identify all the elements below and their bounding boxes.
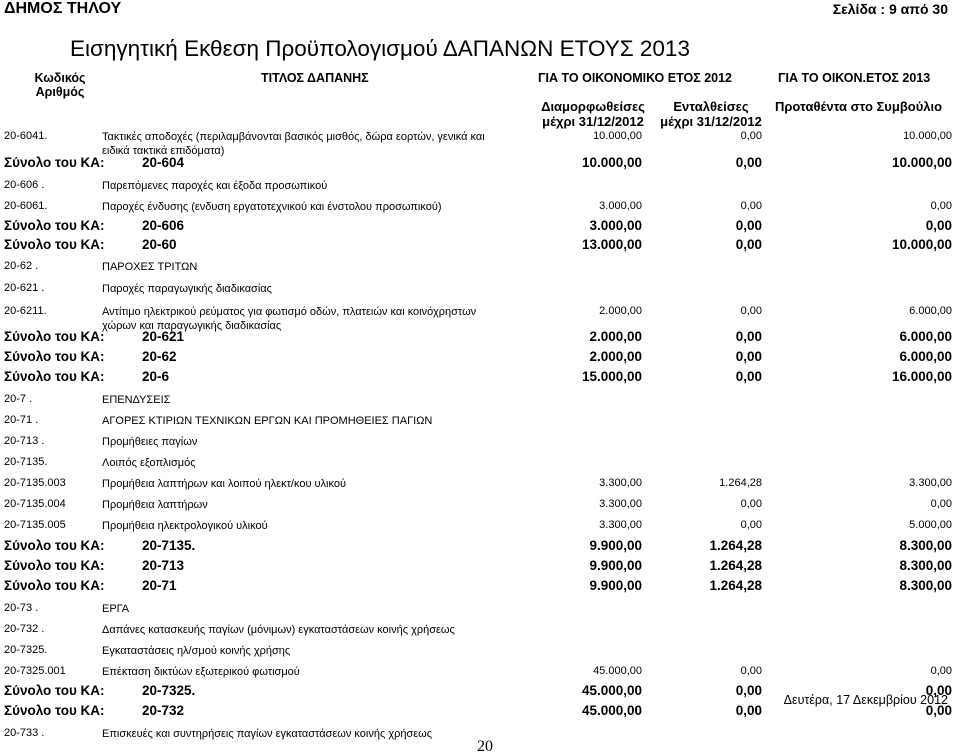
row-description: Προμήθεια λαπτήρων και λοιπού ηλεκτ/κου υλικού bbox=[102, 478, 346, 490]
total-code: 20-62 bbox=[142, 349, 177, 364]
row-code: 20-6041. bbox=[4, 130, 48, 142]
total-code: 20-7325. bbox=[142, 683, 196, 698]
total-amended: 10.000,00 bbox=[581, 155, 642, 170]
row-amended: 45.000,00 bbox=[593, 665, 642, 677]
row-description: Τακτικές αποδοχές (περιλαμβάνονται βασικός μισθός, δώρα εορτών, γενικά και ειδικά τακτικά επιδόματα) bbox=[102, 131, 485, 157]
total-proposed: 16.000,00 bbox=[891, 369, 952, 384]
total-code: 20-60 bbox=[142, 237, 177, 252]
row-description: Προμήθεια λαπτήρων bbox=[102, 499, 208, 511]
total-proposed: 6.000,00 bbox=[899, 349, 952, 364]
col-code-label: Κωδικός bbox=[34, 71, 86, 85]
row-description: Αντίτιμο ηλεκτρικού ρεύματος για φωτισμό οδών, πλατειών και κοινόχρηστων χώρων και παραγωγικής διαδικασίας bbox=[102, 306, 477, 332]
total-code: 20-6 bbox=[142, 369, 170, 384]
col-amended-label-2: μέχρι 31/12/2012 bbox=[542, 114, 644, 129]
total-label: Σύνολο του ΚΑ: bbox=[4, 538, 105, 553]
total-certified: 0,00 bbox=[735, 329, 762, 344]
total-code: 20-713 bbox=[142, 558, 185, 573]
total-proposed: 0,00 bbox=[925, 683, 952, 698]
row-description: Επισκευές και συντηρήσεις παγίων εγκαταστάσεων κοινής χρήσεως bbox=[102, 728, 433, 740]
row-code: 20-7135.003 bbox=[4, 477, 66, 489]
total-certified: 0,00 bbox=[735, 237, 762, 252]
row-code: 20-7325.001 bbox=[4, 665, 66, 677]
col-fy2012-label: ΓΙΑ ΤΟ ΟΙΚΟΝΟΜΙΚΟ ΕΤΟΣ 2012 bbox=[538, 71, 733, 85]
row-code: 20-7325. bbox=[4, 644, 48, 656]
row-certified: 0,00 bbox=[740, 665, 762, 677]
row-code: 20-71 . bbox=[4, 414, 39, 426]
row-code: 20-621 . bbox=[4, 282, 45, 294]
row-certified: 1.264,28 bbox=[719, 477, 762, 489]
total-amended: 9.900,00 bbox=[589, 578, 642, 593]
total-certified: 0,00 bbox=[735, 683, 762, 698]
row-code: 20-606 . bbox=[4, 179, 45, 191]
total-amended: 3.000,00 bbox=[589, 218, 642, 233]
total-label: Σύνολο του ΚΑ: bbox=[4, 349, 105, 364]
col-proposed-label: Προταθέντα στο Συμβούλιο bbox=[775, 99, 943, 114]
row-code: 20-7135.004 bbox=[4, 498, 66, 510]
row-description: ΠΑΡΟΧΕΣ ΤΡΙΤΩΝ bbox=[102, 261, 198, 273]
total-amended: 9.900,00 bbox=[589, 558, 642, 573]
row-code: 20-7135. bbox=[4, 456, 48, 468]
total-proposed: 0,00 bbox=[925, 218, 952, 233]
total-proposed: 8.300,00 bbox=[899, 538, 952, 553]
col-code-label-2: Αριθμός bbox=[35, 85, 85, 99]
row-code: 20-6061. bbox=[4, 200, 48, 212]
total-proposed: 8.300,00 bbox=[899, 578, 952, 593]
row-code: 20-732 . bbox=[4, 623, 45, 635]
row-code: 20-73 . bbox=[4, 602, 39, 614]
page-indicator: Σελίδα : 9 από 30 bbox=[832, 1, 948, 17]
total-label: Σύνολο του ΚΑ: bbox=[4, 155, 105, 170]
row-description: Προμήθεια ηλεκτρολογικού υλικού bbox=[102, 520, 268, 532]
row-amended: 10.000,00 bbox=[593, 130, 642, 142]
row-amended: 3.300,00 bbox=[599, 477, 642, 489]
col-title-label: ΤΙΤΛΟΣ ΔΑΠΑΝΗΣ bbox=[261, 71, 369, 85]
row-code: 20-713 . bbox=[4, 435, 45, 447]
total-code: 20-606 bbox=[142, 218, 185, 233]
total-label: Σύνολο του ΚΑ: bbox=[4, 218, 105, 233]
total-certified: 1.264,28 bbox=[709, 558, 762, 573]
total-certified: 0,00 bbox=[735, 155, 762, 170]
total-proposed: 8.300,00 bbox=[899, 558, 952, 573]
row-certified: 0,00 bbox=[740, 130, 762, 142]
row-description: ΕΠΕΝΔΥΣΕΙΣ bbox=[102, 394, 171, 406]
total-amended: 45.000,00 bbox=[581, 703, 642, 718]
total-certified: 1.264,28 bbox=[709, 578, 762, 593]
total-label: Σύνολο του ΚΑ: bbox=[4, 329, 105, 344]
row-description: Λοιπός εξοπλισμός bbox=[102, 457, 196, 469]
row-description: ΕΡΓΑ bbox=[102, 603, 130, 615]
total-amended: 15.000,00 bbox=[581, 369, 642, 384]
total-amended: 2.000,00 bbox=[589, 329, 642, 344]
row-description: Παροχές ένδυσης (ενδυση εργατοτεχνικού και ένστολου προσωπικού) bbox=[102, 201, 442, 213]
total-label: Σύνολο του ΚΑ: bbox=[4, 369, 105, 384]
col-certified-label-2: μέχρι 31/12/2012 bbox=[660, 114, 762, 129]
row-proposed: 3.300,00 bbox=[909, 477, 952, 489]
row-code: 20-62 . bbox=[4, 260, 39, 272]
footer-date: Δευτέρα, 17 Δεκεμβρίου 2012 bbox=[783, 693, 948, 707]
total-label: Σύνολο του ΚΑ: bbox=[4, 578, 105, 593]
row-amended: 3.300,00 bbox=[599, 498, 642, 510]
total-proposed: 10.000,00 bbox=[891, 155, 952, 170]
row-certified: 0,00 bbox=[740, 519, 762, 531]
total-code: 20-732 bbox=[142, 703, 185, 718]
total-label: Σύνολο του ΚΑ: bbox=[4, 237, 105, 252]
row-amended: 2.000,00 bbox=[599, 305, 642, 317]
total-amended: 45.000,00 bbox=[581, 683, 642, 698]
row-description: Προμήθειες παγίων bbox=[102, 436, 198, 448]
row-code: 20-7 . bbox=[4, 393, 33, 405]
row-description: Εγκαταστάσεις ηλ/σμού κοινής χρήσης bbox=[102, 645, 291, 657]
row-description: Παροχές παραγωγικής διαδικασίας bbox=[102, 283, 272, 295]
row-code: 20-733 . bbox=[4, 727, 45, 739]
report-title: Εισηγητική Εκθεση Προϋπολογισμού ΔΑΠΑΝΩΝ ΕΤΟΥΣ 2013 bbox=[70, 36, 690, 61]
row-description: Επέκταση δικτύων εξωτερικού φωτισμού bbox=[102, 666, 300, 678]
total-label: Σύνολο του ΚΑ: bbox=[4, 558, 105, 573]
total-code: 20-621 bbox=[142, 329, 185, 344]
total-certified: 0,00 bbox=[735, 703, 762, 718]
total-amended: 9.900,00 bbox=[589, 538, 642, 553]
row-proposed: 0,00 bbox=[930, 665, 952, 677]
row-code: 20-7135.005 bbox=[4, 519, 66, 531]
total-code: 20-604 bbox=[142, 155, 185, 170]
total-certified: 0,00 bbox=[735, 218, 762, 233]
total-certified: 0,00 bbox=[735, 369, 762, 384]
row-description: ΑΓΟΡΕΣ ΚΤΙΡΙΩΝ ΤΕΧΝΙΚΩΝ ΕΡΓΩΝ ΚΑΙ ΠΡΟΜΗΘΕΙΕΣ ΠΑΓΙΩΝ bbox=[102, 415, 433, 427]
row-code: 20-6211. bbox=[4, 305, 47, 317]
total-proposed: 0,00 bbox=[925, 703, 952, 718]
col-fy2013-label: ΓΙΑ ΤΟ ΟΙΚΟΝ.ΕΤΟΣ 2013 bbox=[778, 71, 931, 85]
row-proposed: 5.000,00 bbox=[909, 519, 952, 531]
page-number: 20 bbox=[477, 738, 493, 755]
row-proposed: 0,00 bbox=[930, 498, 952, 510]
row-proposed: 10.000,00 bbox=[903, 130, 952, 142]
row-description: Δαπάνες κατασκευής παγίων (μόνιμων) εγκαταστάσεων κοινής χρήσεως bbox=[102, 624, 455, 636]
total-label: Σύνολο του ΚΑ: bbox=[4, 703, 105, 718]
total-certified: 0,00 bbox=[735, 349, 762, 364]
total-code: 20-71 bbox=[142, 578, 177, 593]
total-code: 20-7135. bbox=[142, 538, 196, 553]
row-certified: 0,00 bbox=[740, 498, 762, 510]
row-amended: 3.300,00 bbox=[599, 519, 642, 531]
total-certified: 1.264,28 bbox=[709, 538, 762, 553]
row-certified: 0,00 bbox=[740, 200, 762, 212]
col-certified-label: Ενταλθείσες bbox=[673, 99, 749, 114]
municipality-name: ΔΗΜΟΣ ΤΗΛΟΥ bbox=[4, 0, 122, 17]
row-amended: 3.000,00 bbox=[599, 200, 642, 212]
row-description: Παρεπόμενες παροχές και έξοδα προσωπικού bbox=[102, 180, 328, 192]
col-amended-label: Διαμορφωθείσες bbox=[541, 99, 645, 114]
total-label: Σύνολο του ΚΑ: bbox=[4, 683, 105, 698]
row-certified: 0,00 bbox=[740, 305, 762, 317]
row-proposed: 0,00 bbox=[930, 200, 952, 212]
total-amended: 13.000,00 bbox=[581, 237, 642, 252]
total-amended: 2.000,00 bbox=[589, 349, 642, 364]
total-proposed: 6.000,00 bbox=[899, 329, 952, 344]
row-proposed: 6.000,00 bbox=[909, 305, 952, 317]
total-proposed: 10.000,00 bbox=[891, 237, 952, 252]
